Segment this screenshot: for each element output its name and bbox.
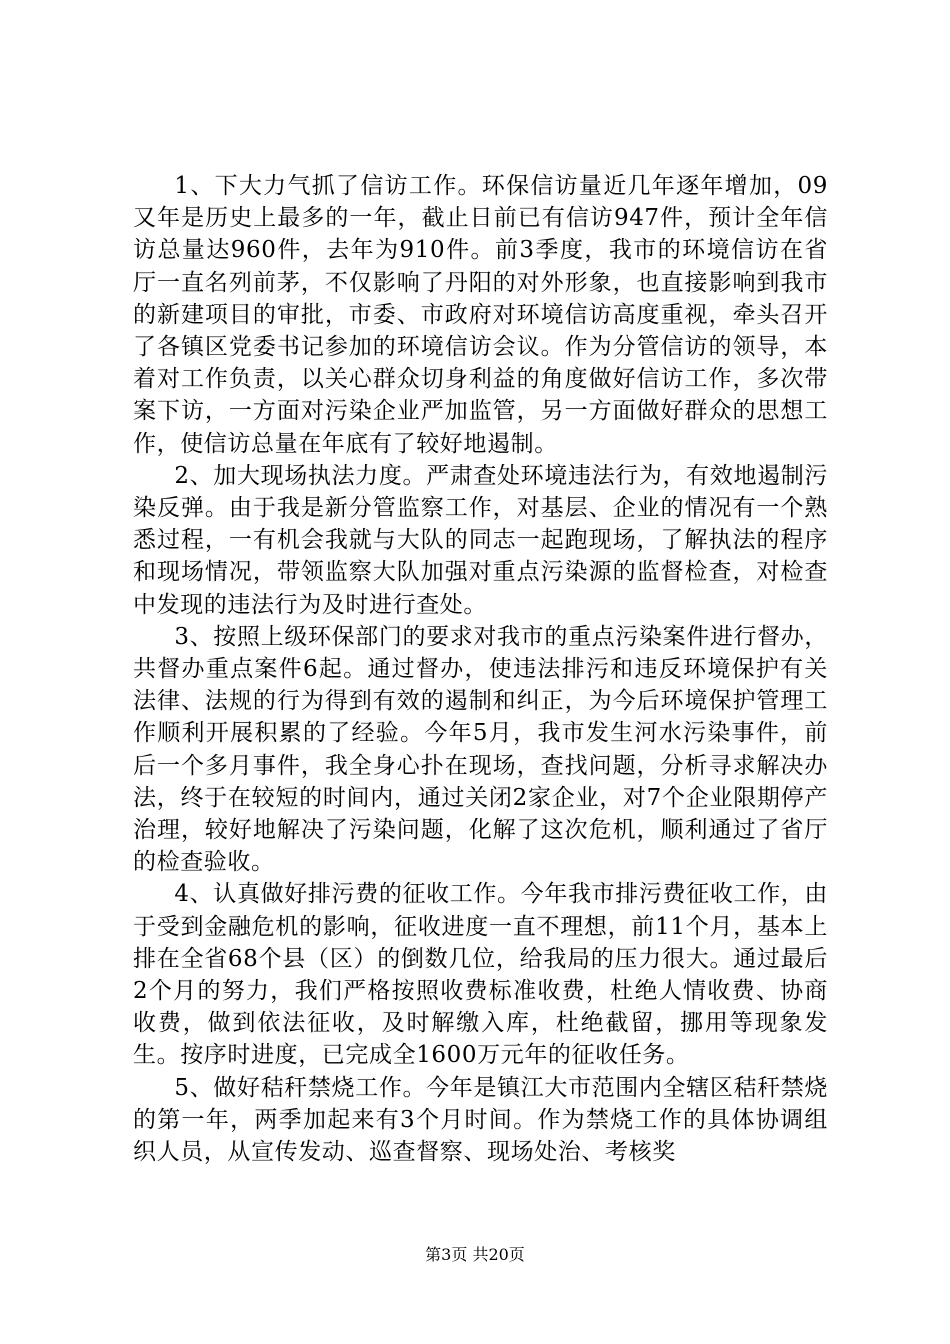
- paragraph-straw-burning-ban: 5、做好秸秆禁烧工作。今年是镇江大市范围内全辖区秸秆禁烧的第一年，两季加起来有3个月时间。作为禁烧工作的具体协调组织人员，从宣传发动、巡查督察、现场处治、考核奖: [133, 1074, 828, 1166]
- document-body: [133, 170, 828, 1168]
- paragraph-key-pollution-cases: 3、按照上级环保部门的要求对我市的重点污染案件进行督办，共督办重点案件6起。通过督办，使违法排污和违反环境保护有关法律、法规的行为得到有效的遏制和纠正，为今后环境保护管理工作顺利开展积累的了经验。今年5月，我市发生河水污染事件，前后一个多月事件，我全身心扑在现场，查找问题，分析寻求解决办法，终于在较短的时间内，通过关闭2家企业，对7个企业限期停产治理，较好地解决了污染问题，化解了这次危机，顺利通过了省厅的检查验收。: [133, 623, 828, 876]
- paragraph-sewage-fee-collection: 4、认真做好排污费的征收工作。今年我市排污费征收工作，由于受到金融危机的影响，征收进度一直不理想，前11个月，基本上排在全省68个县（区）的倒数几位，给我局的压力很大。通过最后2个月的努力，我们严格按照收费标准收费，杜绝人情收费、协商收费，做到依法征收，及时解缴入库，杜绝截留，挪用等现象发生。按序时进度，已完成全1600万元年的征收任务。: [133, 881, 828, 1069]
- page-number-footer: 第3页 共20页: [425, 1245, 525, 1264]
- paragraph-petition-work: 1、下大力气抓了信访工作。环保信访量近几年逐年增加，09又年是历史上最多的一年，截止日前已有信访947件，预计全年信访总量达960件，去年为910件。前3季度，我市的环境信访在省厅一直名列前茅，不仅影响了丹阳的对外形象，也直接影响到我市的新建项目的审批，市委、市政府对环境信访高度重视，牵头召开了各镇区党委书记参加的环境信访会议。作为分管信访的领导，本着对工作负责，以关心群众切身利益的角度做好信访工作，多次带案下访，一方面对污染企业严加监管，另一方面做好群众的思想工作，使信访总量在年底有了较好地遏制。: [133, 173, 828, 457]
- paragraph-law-enforcement: 2、加大现场执法力度。严肃查处环境违法行为，有效地遏制污染反弹。由于我是新分管监察工作，对基层、企业的情况有一个熟悉过程，一有机会我就与大队的同志一起跑现场，了解执法的程序和现场情况，带领监察大队加强对重点污染源的监督检查，对检查中发现的违法行为及时进行查处。: [133, 462, 828, 618]
